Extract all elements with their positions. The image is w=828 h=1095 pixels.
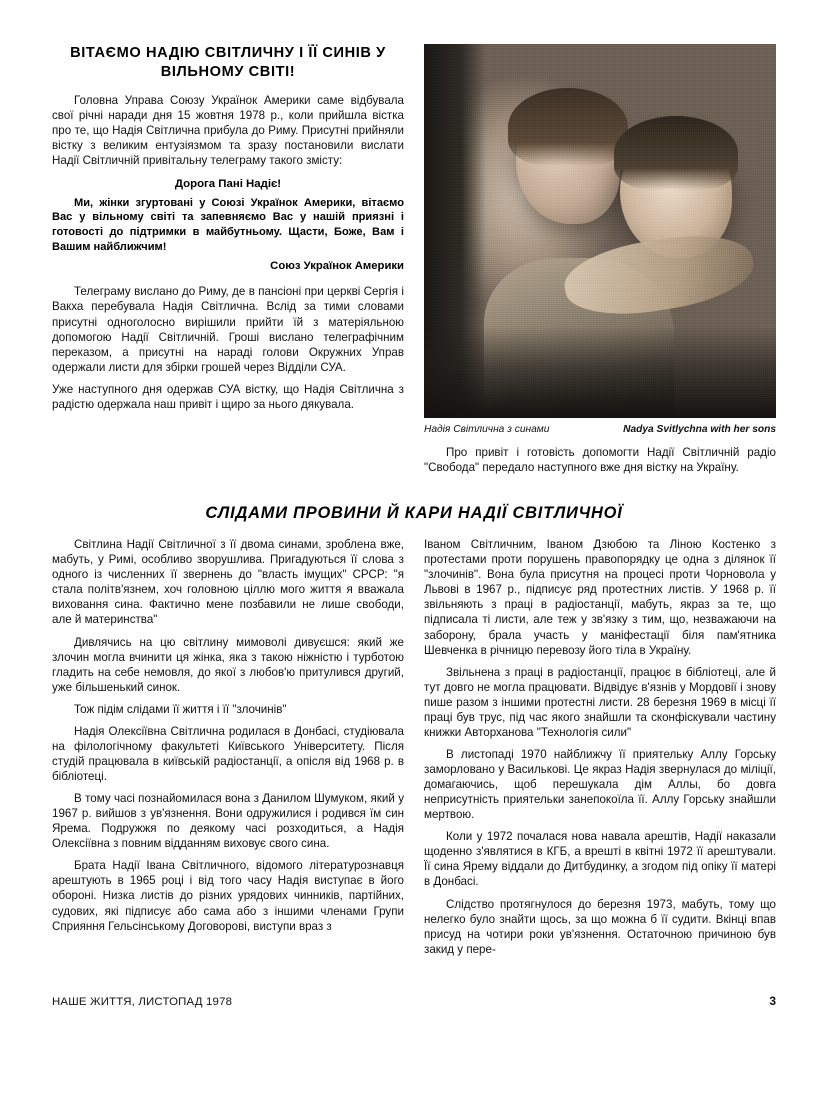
article-paragraph: Тож підім слідами її життя і її "злочинів" [74, 702, 287, 716]
photo-grain-overlay [424, 44, 776, 418]
article-paragraph: Дивлячись на цю світлину мимоволі дивуєшся: який же злочин могла вчинити ця жінка, яка з такою ніжністю і турботою гладить на себе немовля, до якої з любов'ю притулився другий, уже більшенький синок. [52, 635, 404, 694]
telegram-salutation: Дорога Пані Надіє! [174, 177, 282, 190]
article-paragraph: Брата Надії Івана Світличного, відомого літературознавця арештують в 1965 році і від того часу Надія виступає в його обороні. Низка листів до різних урядових чинників, партійних, судових, які підписує або сама або з іншими членами Групи Сприяння Гельсінському Договорові, виступи враз з [52, 859, 404, 933]
article-paragraph: В листопаді 1970 найближчу її приятельку Аллу Горську заморловано у Василькові. Це якраз Надія звернулася до міліції, домагаючись, щоб перешукала дім Аллы, бо довга неприсутність приятельки занепокоїла її. Аллу Горську знайшли мертвою. [424, 747, 776, 822]
article-paragraph: Іваном Світличним, Іваном Дзюбою та Ліною Костенко з протестами проти порушень правопорядку це одна з ділянок її "злочинів". Вона була присутня на процесі проти Чорновола у Львові в 1967 р., підписує ряд протестних листів. У 1968 р. її звільняють з праці в радіостанції, мабуть, якраз за те, що підписала ті листи, але теж у зв'язку з тим, що, незважаючи на заборону, брала участь у маніфестації біля пам'ятника Шевченка в річницю перевозу його тіла в Україну. [424, 538, 776, 657]
page-title: ВІТАЄМО НАДІЮ СВІТЛИЧНУ І ЇЇ СИНІВ У ВІЛЬНОМУ СВІТІ! [70, 45, 386, 81]
telegram-body: Ми, жінки згуртовані у Союзі Українок Америки, вітаємо Вас у вільному світі та запевняємо Вас у нашій приязні і готовості до підтримки в майбутньому. Щасти, Боже, Вам і Вашим найближчим! [52, 196, 404, 253]
photo-nadiya-svitlychna-with-sons [424, 44, 776, 418]
article-heading: СЛІДАМИ ПРОВИНИ Й КАРИ НАДІЇ СВІТЛИЧНОЇ [205, 504, 623, 523]
article-paragraph: В тому часі познайомилася вона з Данилом Шумуком, який у 1967 р. вийшов з ув'язнення. Вони одружилися і родився їм син Ярема. Подружжя по деякому часі розходиться, а Надія Олексіївна з повним відданням виховує свого сина. [52, 792, 404, 851]
photo-wrap [424, 44, 776, 435]
photo-caption-row [424, 424, 776, 435]
intro-paragraph-3: Уже наступного дня одержав СУА вістку, що Надія Світлична з радістю одержала наш привіт і щиро за нього дякувала. [52, 382, 404, 411]
article-paragraph: Коли у 1972 почалася нова навала арештів, Надії наказали щоденно з'являтися в КГБ, а врешті в квітні 1972 її арештували. Її сина Ярему віддали до Дитбудинку, а згодом під опіку її матері в Донбасі. [424, 830, 776, 889]
article-column-left [52, 537, 404, 964]
article-columns [52, 537, 776, 964]
article-paragraph: Слідство протягнулося до березня 1973, мабуть, тому що нелегко було знайти щось, за що можна б її судити. Вкінці впав присуд на чотири роки ув'язнення. Остаточною причиною був закид у пере- [424, 897, 776, 956]
top-section [52, 44, 776, 482]
intro-column [52, 44, 404, 419]
article-paragraph: Звільнена з праці в радіостанції, працює в бібліотеці, але й тут довго не могла працювати. Відвідує в'язнів у Мордовії і знову пише разом з іншими протестні листи. 28 березня 1969 в місці її праці був трус, під час якого знайшли та сконфіскували частину книжки Авторханова "Технологія сили" [424, 665, 776, 739]
footer-publication: НАШЕ ЖИТТЯ, ЛИСТОПАД 1978 [52, 996, 233, 1008]
article-paragraph: Світлина Надії Світличної з її двома синами, зроблена вже, мабуть, у Римі, особливо зворушлива. Пригадуються її слова з одного із численних її звернень до "власть імущих" СРСР: "я стала політв'язнем, хоч головною ціллю мого життя я вважала виховання сина. Фактично мене позбавили не лише свободи, але й материнства" [52, 538, 404, 627]
article-column-right [424, 537, 776, 964]
intro-paragraph-2: Телеграму вислано до Риму, де в пансіоні при церкві Сергія і Вакха перебувала Надія Світлична. Вслід за тими словами присутні одноголосно вирішили прийти їй з матеріяльною допомогою Надії Світличній. Гроші вислано телеграфічним переказом, а присутні на нараді голови Окружних Управ одержали листи для збірки грошей через Відділи СУА. [52, 285, 404, 374]
photo-caption-uk: Надія Світлична з синами [424, 424, 550, 435]
photo-caption-en: Nadya Svitlychna with her sons [623, 424, 776, 435]
page-content [52, 44, 776, 1004]
photo-column [424, 44, 776, 482]
footer-page-number: 3 [769, 994, 776, 1008]
intro-paragraph-4: Про привіт і готовість допомогти Надії Світличній радіо "Свобода" передало наступного вже дня вістку на Україну. [424, 446, 776, 475]
telegram-signature: Союз Українок Америки [270, 260, 404, 273]
article-paragraph: Надія Олексіївна Світлична родилася в Донбасі, студіювала на філологічному факультеті Київського Університету. Після студій працювала в київській радіостанції, а опісля від 1968 р. в бібліотеці. [52, 724, 404, 783]
page-footer [52, 994, 776, 1008]
intro-paragraph-1: Головна Управа Союзу Українок Америки саме відбувала свої річні наради дня 15 жовтня 1978 р., коли прийшла вістка про те, що Надія Світлична прибула до Риму. Присутні прийняли вістку з великим ентузіязмом та зразу постановили вислати Надії Світличній привітальну телеграму такого змісту: [52, 93, 404, 167]
